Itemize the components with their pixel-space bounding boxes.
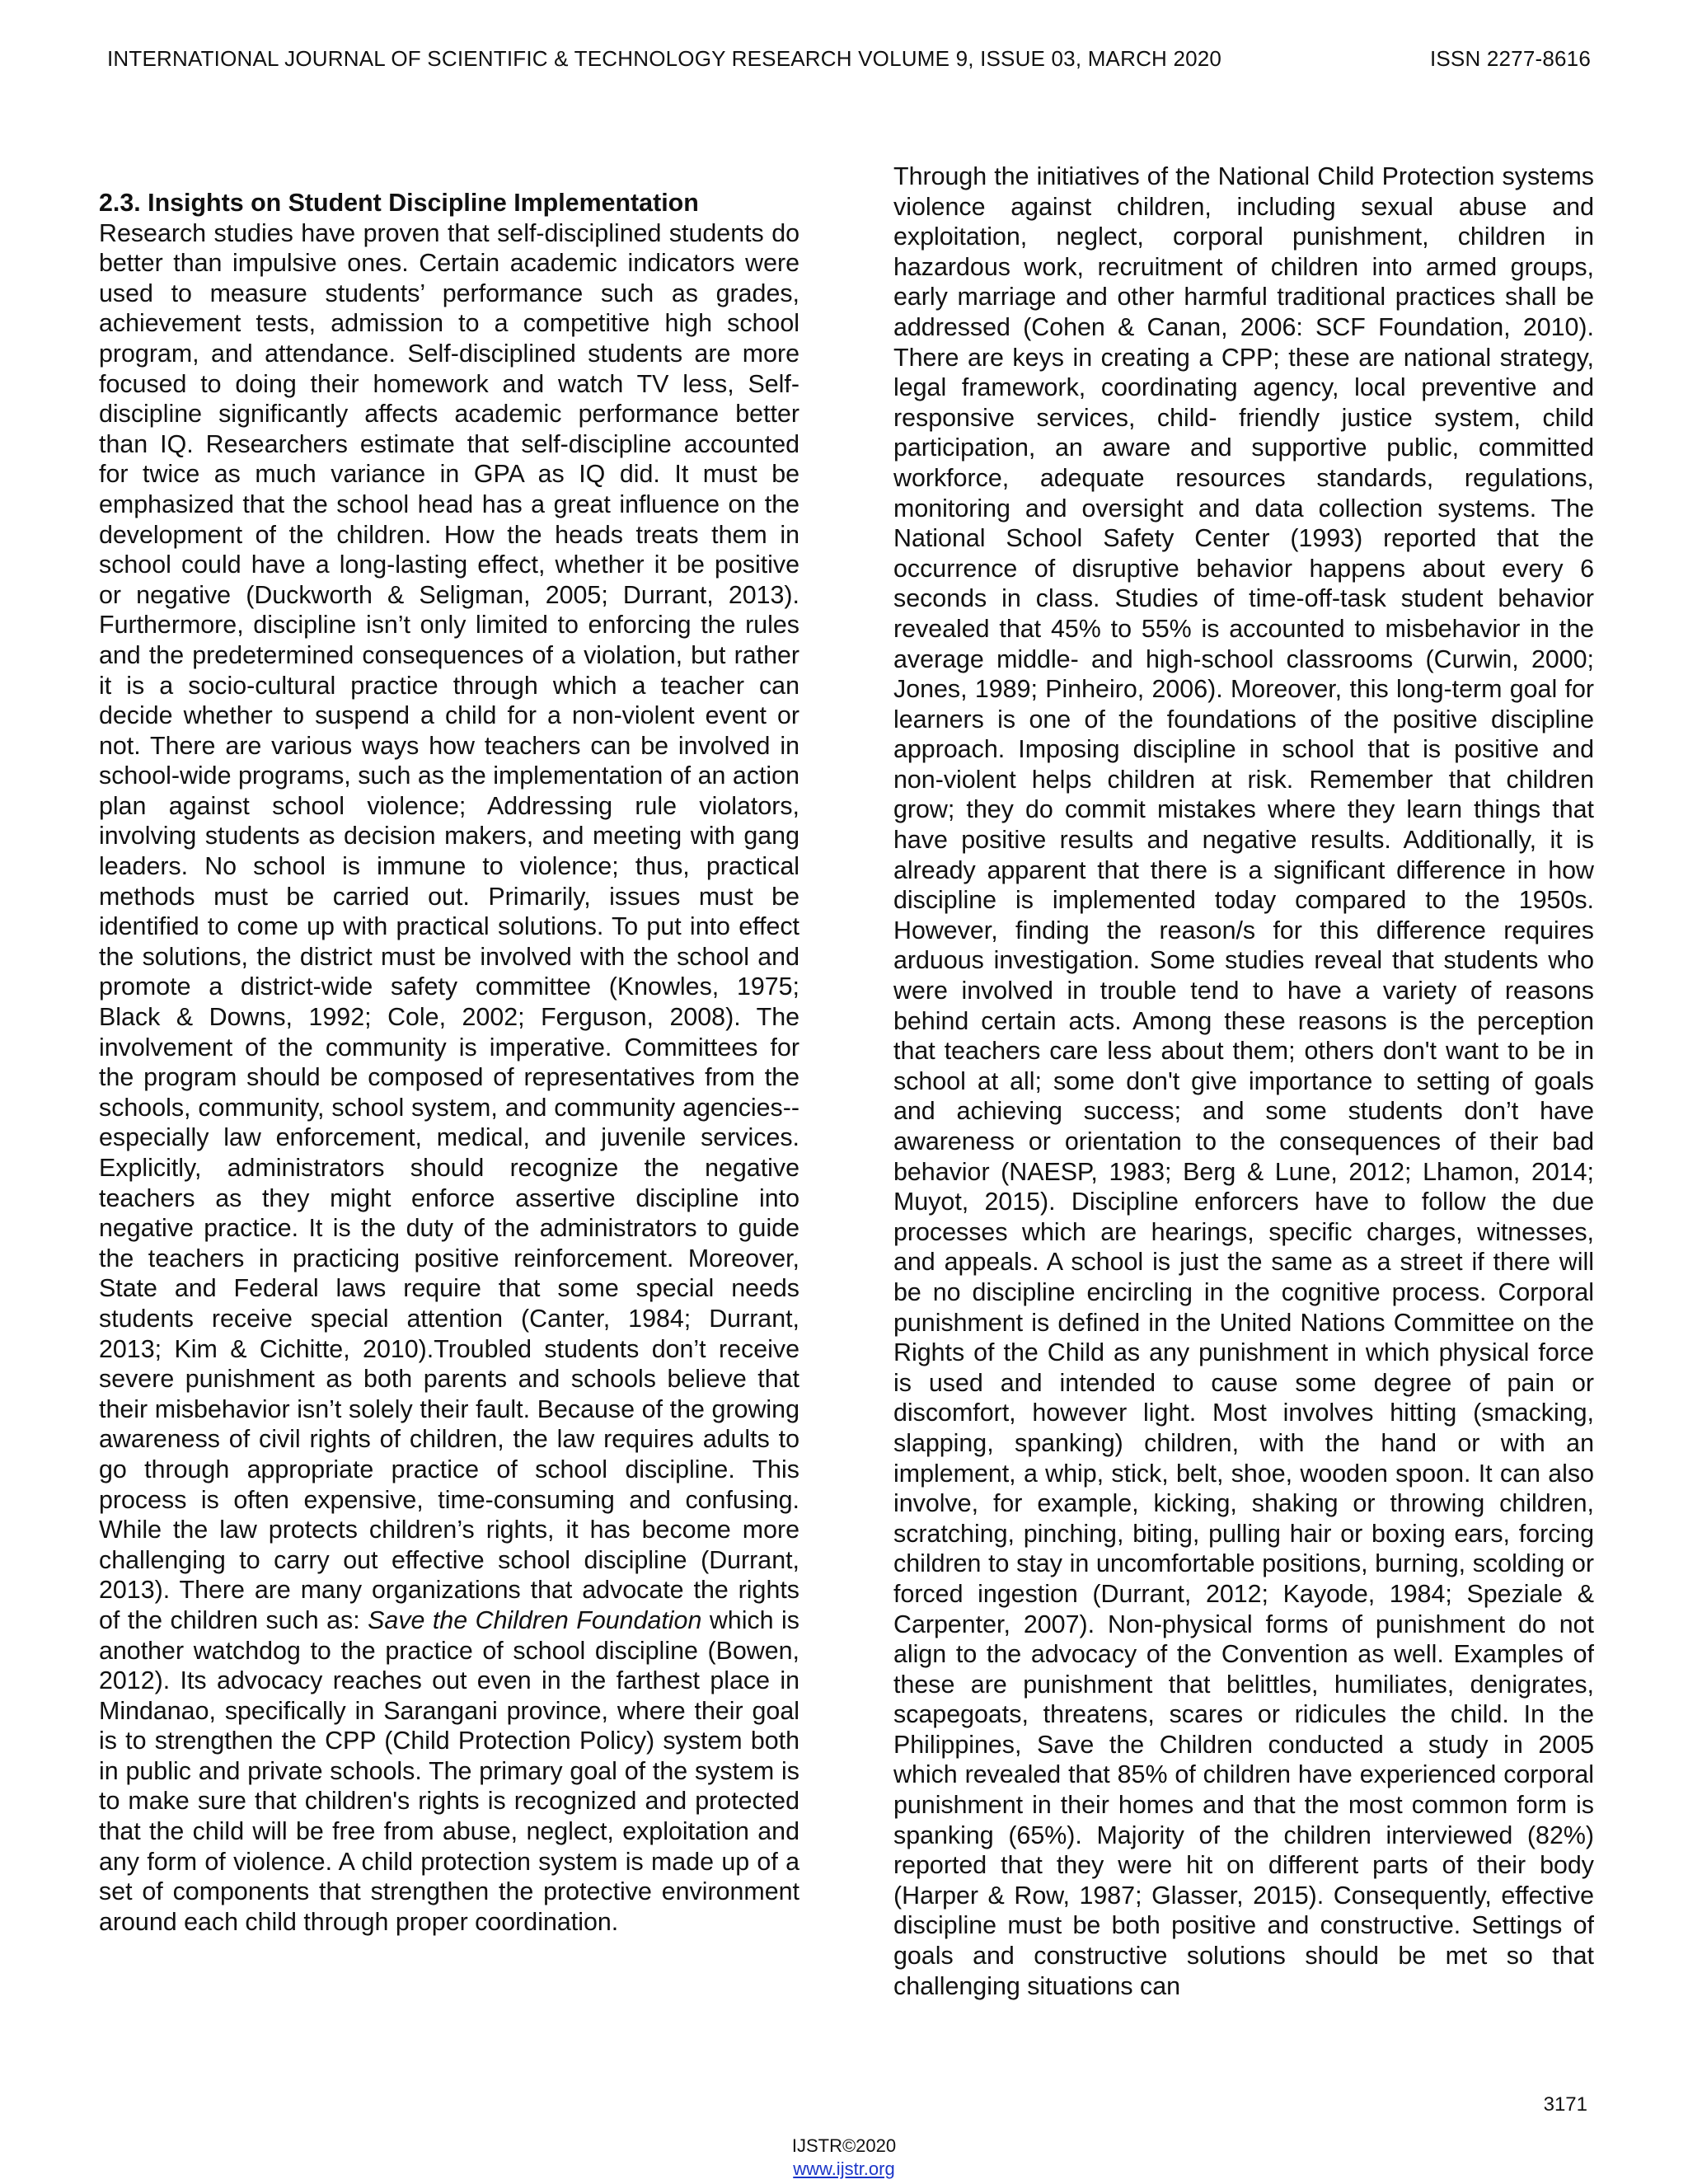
body-text-part-1: Research studies have proven that self-disciplined students do better than impulsive ones. Certain academic indicators were used to measure students’ performance such as grades, achievement tests, admission to a competitive high school program, and attendance. Self-disciplined students are more focused to doing their homework and watch TV less, Self-discipline significantly affects academic performance better than IQ. Researchers estimate that self-discipline accounted for twice as much variance in GPA as IQ did. It must be emphasized that the school head has a great influence on the development of the children. How the heads treats them in school could have a long-lasting effect, whether it be positive or negative (Duckworth & Seligman, 2005; Durrant, 2013). Furthermore, discipline isn’t only limited to enforcing the rules and the predetermined consequences of a violation, but rather it is a socio-cultural practice through which a teacher can decide whether to suspend a child for a non-violent event or not. There are various ways how teachers can be involved in school-wide programs, such as the implementation of an action plan against school violence; Addressing rule violators, involving students as decision makers, and meeting with gang leaders. No school is immune to violence; thus, practical methods must be carried out. Primarily, issues must be identified to come up with practical solutions. To put into effect the solutions, the district must be involved with the school and promote a district-wide safety committee (Knowles, 1975; Black & Downs, 1992; Cole, 2002; Ferguson, 2008). The involvement of the community is imperative. Committees for the program should be composed of representatives from the schools, community, school system, and community agencies--especially law enforcement, medical, and juvenile services. Explicitly, administrators should recognize the negative teachers as they might enforce assertive discipline into negative practice. It is the duty of the administrators to guide the teachers in practicing positive reinforcement. Moreover, State and Federal laws require that some special needs students receive special attention (Canter, 1984; Durrant, 2013; Kim & Cichitte, 2010).Troubled students don’t receive severe punishment as both parents and schools believe that their misbehavior isn’t solely their fault. Because of the growing awareness of civil rights of children, the law requires adults to go through appropriate practice of school discipline. This process is often expensive, time-consuming and confusing. While the law protects children’s rights, it has become more challenging to carry out effective school discipline (Durrant, 2013). There are many organizations that advocate the rights of the children such as: <box>99 218 799 1634</box>
website-link[interactable]: www.ijstr.org <box>793 2158 895 2179</box>
italic-organization-name: Save the Children Foundation <box>368 1605 702 1634</box>
footer-copyright: IJSTR©2020 <box>791 2135 897 2156</box>
journal-title: INTERNATIONAL JOURNAL OF SCIENTIFIC & TECHNOLOGY RESEARCH VOLUME 9, ISSUE 03, MARCH 2020 <box>107 46 1222 71</box>
section-heading: 2.3. Insights on Student Discipline Implementation <box>99 189 699 217</box>
left-column-body <box>99 218 799 1938</box>
running-header <box>107 46 1591 79</box>
footer <box>0 2135 1688 2181</box>
body-text-part-2: which is another watchdog to the practice of school discipline (Bowen, 2012). Its advocacy reaches out even in the farthest place in Mindanao, specifically in Sarangani province, where their goal is to strengthen the CPP (Child Protection Policy) system both in public and private schools. The primary goal of the system is to make sure that children's rights is recognized and protected that the child will be free from abuse, neglect, exploitation and any form of violence. A child protection system is made up of a set of components that strengthen the protective environment around each child through proper coordination. <box>99 1605 799 1936</box>
right-column-body: Through the initiatives of the National Child Protection systems violence against children, including sexual abuse and exploitation, neglect, corporal punishment, children in hazardous work, recruitment of children into armed groups, early marriage and other harmful traditional practices shall be addressed (Cohen & Canan, 2006: SCF Foundation, 2010). There are keys in creating a CPP; these are national strategy, legal framework, coordinating agency, local preventive and responsive services, child- friendly justice system, child participation, an aware and supportive public, committed workforce, adequate resources standards, regulations, monitoring and oversight and data collection systems. The National School Safety Center (1993) reported that the occurrence of disruptive behavior happens about every 6 seconds in class. Studies of time-off-task student behavior revealed that 45% to 55% is accounted to misbehavior in the average middle- and high-school classrooms (Curwin, 2000; Jones, 1989; Pinheiro, 2006). Moreover, this long-term goal for learners is one of the foundations of the positive discipline approach. Imposing discipline in school that is positive and non-violent helps children at risk. Remember that children grow; they do commit mistakes where they learn things that have positive results and negative results. Additionally, it is already apparent that there is a significant difference in how discipline is implemented today compared to the 1950s. However, finding the reason/s for this difference requires arduous investigation. Some studies reveal that students who were involved in trouble tend to have a variety of reasons behind certain acts. Among these reasons is the perception that teachers care less about them; others don't want to be in school at all; some don't give importance to setting of goals and achieving success; and some students don’t have awareness or orientation to the consequences of their bad behavior (NAESP, 1983; Berg & Lune, 2012; Lhamon, 2014; Muyot, 2015). Discipline enforcers have to follow the due processes which are hearings, specific charges, witnesses, and appeals. A school is just the same as a street if there will be no discipline encircling in the cognitive process. Corporal punishment is defined in the United Nations Committee on the Rights of the Child as any punishment in which physical force is used and intended to cause some degree of pain or discomfort, however light. Most involves hitting (smacking, slapping, spanking) children, with the hand or with an implement, a whip, stick, belt, shoe, wooden spoon. It can also involve, for example, kicking, shaking or throwing children, scratching, pinching, biting, pulling hair or boxing ears, forcing children to stay in uncomfortable positions, burning, scolding or forced ingestion (Durrant, 2012; Kayode, 1984; Speziale & Carpenter, 2007). Non-physical forms of punishment do not align to the advocacy of the Convention as well. Examples of these are punishment that belittles, humiliates, denigrates, scapegoats, threatens, scares or ridicules the child. In the Philippines, Save the Children conducted a study in 2005 which revealed that 85% of children have experienced corporal punishment in their homes and that the most common form is spanking (65%). Majority of the children interviewed (82%) reported that they were hit on different parts of their body (Harper & Row, 1987; Glasser, 2015). Consequently, effective discipline must be both positive and constructive. Settings of goals and constructive solutions should be met so that challenging situations can <box>893 162 1594 2000</box>
right-column <box>893 162 1594 2074</box>
left-column <box>99 188 799 2100</box>
issn: ISSN 2277-8616 <box>1429 46 1591 71</box>
page-number: 3171 <box>1543 2093 1587 2116</box>
